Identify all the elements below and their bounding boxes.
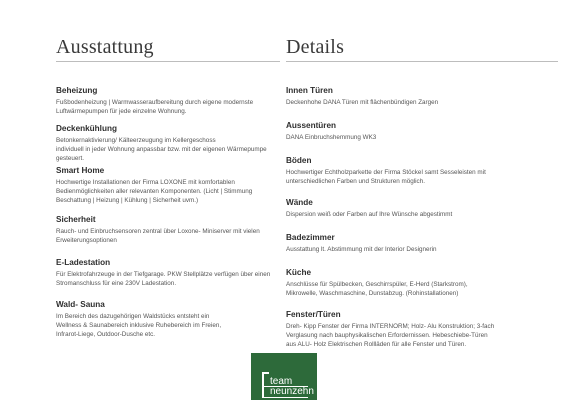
section-text-line: gesteuert. <box>56 155 85 162</box>
logo-frame-top-bar <box>262 372 269 374</box>
section-text-line: Dispersion weiß oder Farben auf Ihre Wünsche abgestimmt <box>286 211 453 218</box>
section-beheizung <box>56 86 253 116</box>
right-title-rule <box>286 61 558 62</box>
section-text-line: Verglasung nach bauphysikalischen Erfordernissen. Hebeschiebe-Türen <box>286 332 488 339</box>
section-text-line: Infrarot-Liege, Outdoor-Dusche etc. <box>56 331 156 338</box>
section-text-line: Hochwertige Installationen der Firma LOXONE mit komfortablen <box>56 179 235 186</box>
section-aussentueren <box>286 121 376 142</box>
section-badezimmer <box>286 233 437 254</box>
section-heading: Böden <box>286 156 312 165</box>
section-smart-home <box>56 166 252 205</box>
section-text-line: Stromanschluss für eine 230V Ladestation. <box>56 280 177 287</box>
section-text-line: individuell in jeder Wohnung anpassbar bzw. mit der eigenen Wärmepumpe <box>56 146 267 153</box>
section-text-line: aus ALU- Holz Elektrischen Rollläden für alle Fenster und Türen. <box>286 341 467 348</box>
section-heading: Badezimmer <box>286 233 335 242</box>
section-text-line: Mikrowelle, Waschmaschine, Dunstabzug. (Rohinstallationen) <box>286 290 459 297</box>
left-title-rule <box>56 61 280 62</box>
section-text-line: Wellness & Saunabereich inklusive Ruhebereich im Freien, <box>56 322 222 329</box>
section-text-line: Ausstattung lt. Abstimmung mit der Interior Designerin <box>286 246 437 253</box>
section-heading: Wald- Sauna <box>56 300 105 309</box>
section-heading: Fenster/Türen <box>286 310 341 319</box>
logo-frame-left-bar <box>262 372 264 398</box>
section-heading: Wände <box>286 198 313 207</box>
section-e-ladestation <box>56 258 270 288</box>
section-kueche <box>286 268 468 298</box>
left-column-title: Ausstattung <box>56 36 154 58</box>
section-text-line: Hochwertiger Echtholzparkette der Firma Stöckel samt Sesseleisten mit <box>286 169 486 176</box>
section-text-line: Bedienmöglichkeiten aller relevanten Komponenten. (Licht | Stimmung <box>56 188 253 195</box>
section-deckenkuehlung <box>56 124 267 163</box>
section-text-line: Anschlüsse für Spülbecken, Geschirrspüler, E-Herd (Starkstrom), <box>286 281 468 288</box>
section-text-line: Deckenhohe DANA Türen mit flächenbündigen Zargen <box>286 99 439 106</box>
section-text-line: Rauch- und Einbruchsensoren zentral über Loxone- Miniserver mit vielen <box>56 228 260 235</box>
section-fenster-tueren <box>286 310 494 349</box>
section-text-line: Im Bereich des dazugehörigen Waldstücks entsteht ein <box>56 313 210 320</box>
section-text-line: DANA Einbruchshemmung WK3 <box>286 134 377 141</box>
section-heading: Smart Home <box>56 166 105 175</box>
section-text-line: Erweiterungsoptionen <box>56 237 117 244</box>
section-sicherheit <box>56 215 260 245</box>
section-heading: Deckenkühlung <box>56 124 117 133</box>
section-text-line: Luftwärmepumpen für jede einzelne Wohnung. <box>56 108 187 115</box>
section-text-line: Für Elektrofahrzeuge in der Tiefgarage. PKW Stellplätze verfügen über einen <box>56 271 271 278</box>
right-column-title: Details <box>286 36 345 58</box>
section-text-line: Dreh- Kipp Fenster der Firma INTERNORM; Holz- Alu Konstruktion; 3-fach <box>286 323 495 330</box>
section-heading: Küche <box>286 268 312 277</box>
team-neunzehn-logo <box>251 353 317 400</box>
section-heading: Beheizung <box>56 86 98 95</box>
section-text-line: unterschiedlichen Farben und Strukturen möglich. <box>286 178 425 185</box>
section-text-line: Betonkernaktivierung/ Kälteerzeugung im Kellergeschoss <box>56 137 216 144</box>
logo-frame-bottom-bar <box>262 397 308 398</box>
section-boeden <box>286 156 486 186</box>
section-waende <box>286 198 452 219</box>
section-heading: Innen Türen <box>286 86 333 95</box>
section-text-line: Beschattung | Heizung | Kühlung | Sicherheit uvm.) <box>56 197 199 204</box>
section-innen-tueren <box>286 86 438 107</box>
logo-text-line-1: team <box>270 376 293 387</box>
section-text-line: Fußbodenheizung | Warmwasseraufbereitung durch eigene modernste <box>56 99 254 106</box>
section-wald-sauna <box>56 300 221 339</box>
logo-text-line-2: neunzehn <box>270 386 314 397</box>
section-heading: Aussentüren <box>286 121 337 130</box>
section-heading: Sicherheit <box>56 215 96 224</box>
section-heading: E-Ladestation <box>56 258 111 267</box>
